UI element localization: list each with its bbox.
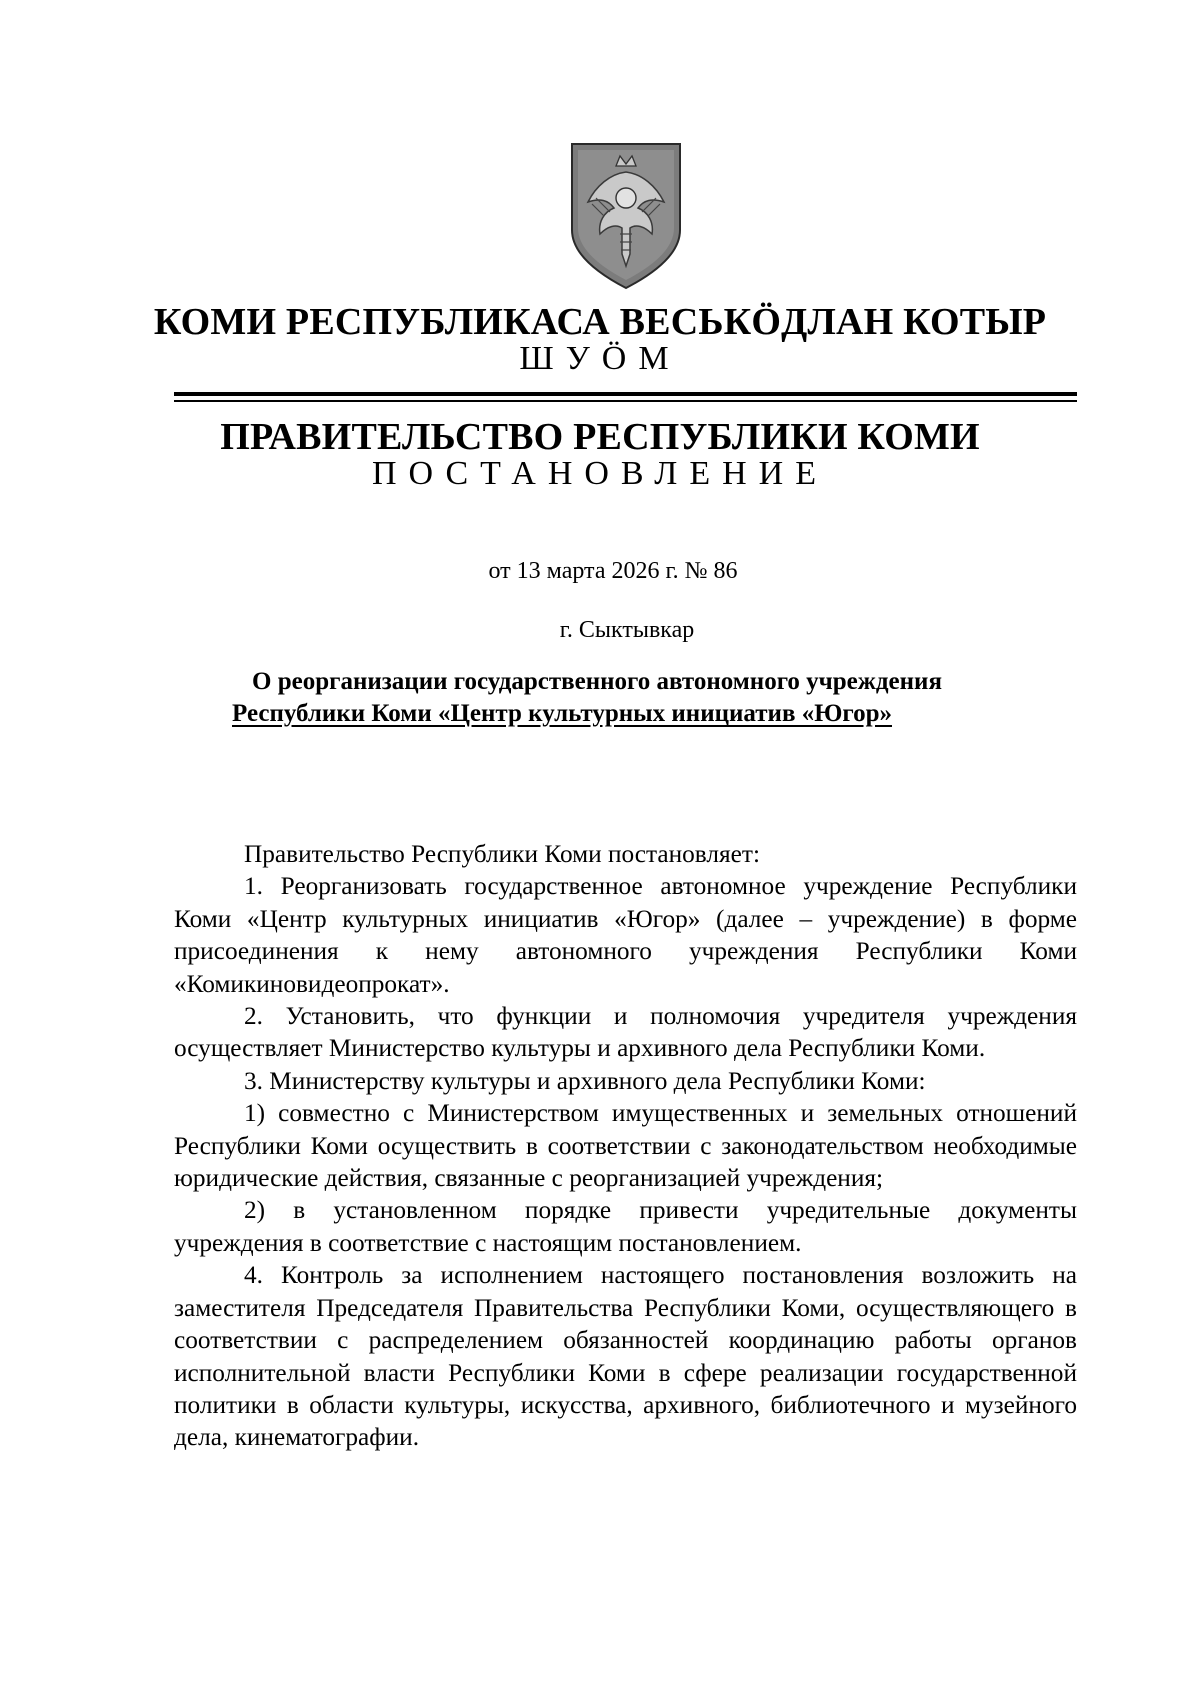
clause-2-paragraph: 2. Установить, что функции и полномочия учредителя учреждения осуществляет Министерство культуры и архивного дела Республики Коми. xyxy=(174,1002,1077,1063)
city: г. Сыктывкар xyxy=(559,617,695,643)
russian-document-type: ПОСТАНОВЛЕНИЕ xyxy=(371,455,829,492)
clause-4-paragraph: 4. Контроль за исполнением настоящего постановления возложить на заместителя Председателя Правительства Республики Коми, осуществляющего в соответствии с распределением обязанностей координацию работы органов исполнительной власти Республики Коми в сфере реализации государственной политики в области культуры, искусства, архивного, библиотечного и музейного дела, кинематографии. xyxy=(174,1261,1077,1452)
coat-of-arms-emblem xyxy=(570,142,682,290)
clause-3-2-paragraph: 2) в установленном порядке привести учредительные документы учреждения в соответствие с настоящим постановлением. xyxy=(174,1196,1077,1257)
clause-1-paragraph: 1. Реорганизовать государственное автономное учреждение Республики Коми «Центр культурных инициатив «Югор» (далее – учреждение) в форме присоединения к нему автономного учреждения Республики Коми «Комикиновидеопрокат». xyxy=(174,872,1077,998)
clause-3-paragraph: 3. Министерству культуры и архивного дела Республики Коми: xyxy=(244,1066,926,1095)
document-title-line-2: Республики Коми «Центр культурных инициатив «Югор» xyxy=(232,700,892,727)
document-body xyxy=(174,838,1077,1454)
clause-3-1-paragraph: 1) совместно с Министерством имущественных и земельных отношений Республики Коми осуществить в соответствии с законодательством необходимые юридические действия, связанные с реорганизацией учреждения; xyxy=(174,1099,1077,1193)
komi-document-type: ШУӦМ xyxy=(519,340,681,377)
preamble-paragraph: Правительство Республики Коми постановляет: xyxy=(244,840,760,868)
header-rule-thick xyxy=(174,392,1077,396)
header-rule-thin xyxy=(174,400,1077,402)
russian-government-title: ПРАВИТЕЛЬСТВО РЕСПУБЛИКИ КОМИ xyxy=(220,416,980,458)
document-title-line-1: О реорганизации государственного автономного учреждения xyxy=(252,668,942,695)
date-and-number: от 13 марта 2026 г. № 86 xyxy=(488,558,738,584)
komi-government-title: КОМИ РЕСПУБЛИКАСА ВЕСЬКӦДЛАН КОТЫР xyxy=(153,301,1047,343)
